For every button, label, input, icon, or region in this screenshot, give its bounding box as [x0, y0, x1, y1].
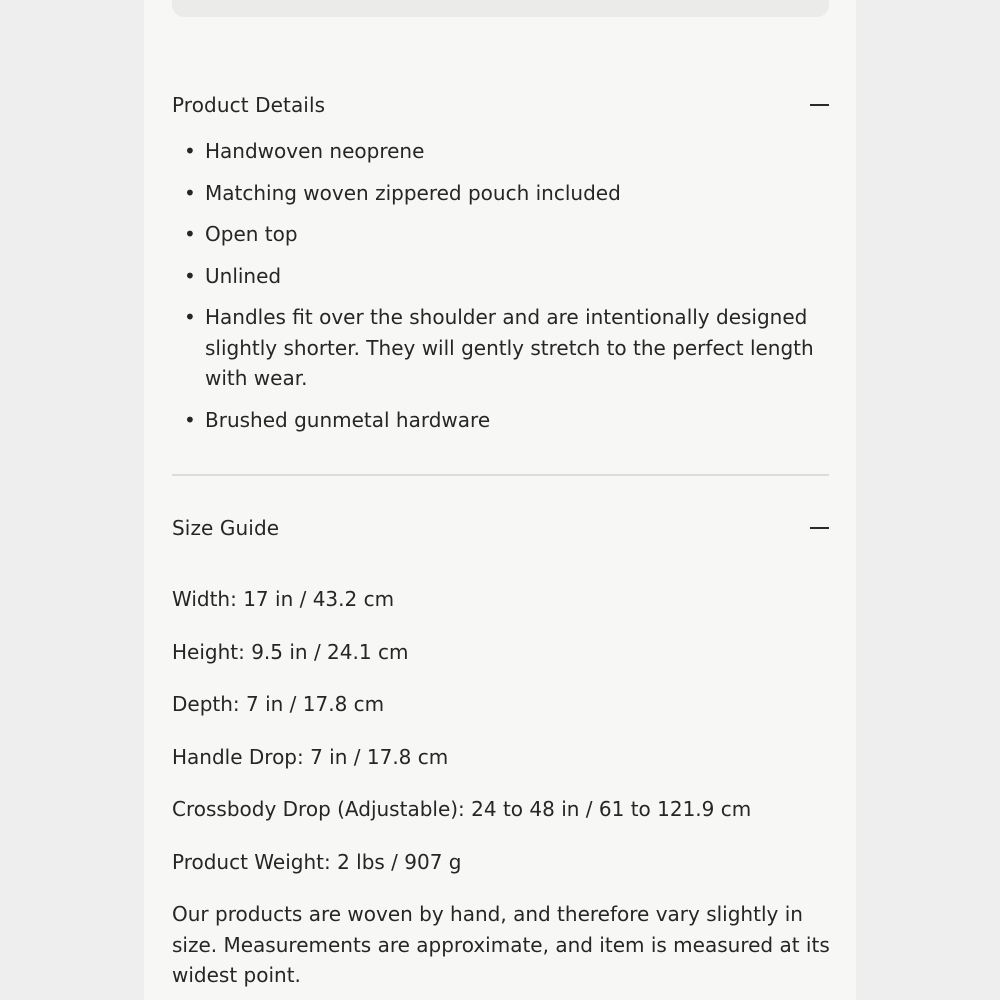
list-item: • Matching woven zippered pouch included — [172, 178, 829, 209]
minus-icon[interactable] — [810, 527, 829, 529]
list-item: • Handles fit over the shoulder and are intentionally designed slightly shorter. They will gently stretch to the perfect length with wear. — [172, 302, 829, 394]
product-details-title: Product Details — [172, 93, 326, 117]
size-row-handle-drop: Handle Drop: 7 in / 17.8 cm — [172, 744, 449, 769]
size-row-crossbody-drop: Crossbody Drop (Adjustable): 24 to 48 in / 61 to 121.9 cm — [172, 797, 752, 821]
product-info-panel — [144, 0, 856, 1000]
size-row-weight: Product Weight: 2 lbs / 907 g — [172, 849, 462, 874]
product-details-header[interactable] — [172, 90, 829, 120]
size-row-width: Width: 17 in / 43.2 cm — [172, 587, 395, 611]
list-item: • Brushed gunmetal hardware — [172, 405, 829, 436]
minus-icon[interactable] — [810, 104, 829, 106]
product-details-list — [172, 136, 829, 446]
bullet-icon: • — [184, 180, 196, 205]
size-guide-header[interactable] — [172, 513, 829, 543]
bullet-icon: • — [184, 263, 196, 288]
bullet-icon: • — [184, 305, 196, 329]
bullet-icon: • — [184, 222, 196, 246]
previous-section-card — [172, 0, 829, 17]
bullet-icon: • — [184, 407, 196, 432]
size-row-height: Height: 9.5 in / 24.1 cm — [172, 639, 409, 664]
size-guide-note: Our products are woven by hand, and therefore vary slightly in size. Measurements are approximate, and item is measured at its widest point. — [172, 902, 830, 987]
list-item: • Handwoven neoprene — [172, 136, 829, 167]
size-guide-content — [172, 584, 829, 991]
bullet-icon: • — [184, 139, 196, 163]
list-item: • Open top — [172, 219, 829, 250]
list-item: • Unlined — [172, 261, 829, 292]
section-divider — [172, 474, 829, 476]
size-row-depth: Depth: 7 in / 17.8 cm — [172, 692, 385, 716]
size-guide-title: Size Guide — [172, 516, 280, 540]
